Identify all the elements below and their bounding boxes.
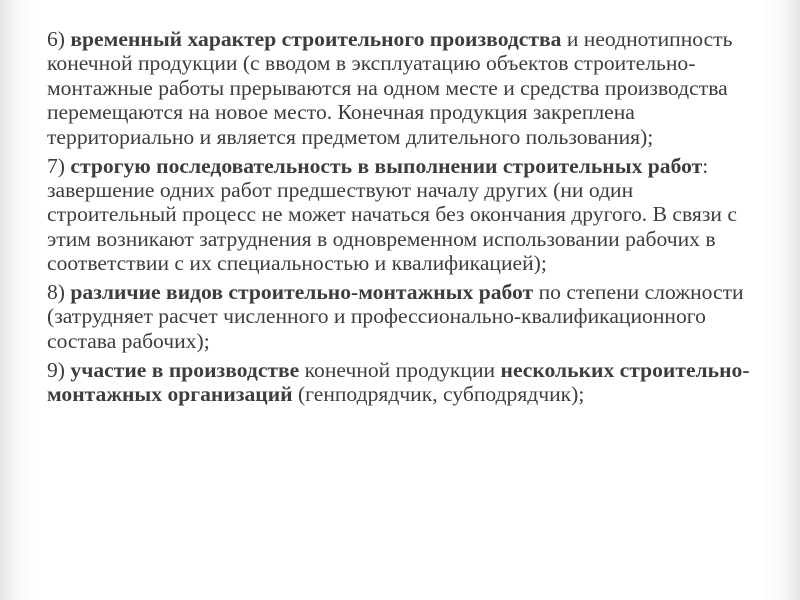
paragraph-text: : завершение одних работ предшествуют началу других (ни один строительный процесс не может начаться без окончания другого. В связи с этим возникают затруднения в одновременном использовании рабочих в соответствии с их специальностью и квалификацией);: [47, 153, 737, 276]
item-number: 9): [47, 357, 71, 382]
paragraph-text: и неоднотипность конечной продукции (с вводом в эксплуатацию объектов строительно-монтажные работы прерываются на одном месте и средства производства перемещаются на новое место. Конечная продукция закреплена территориально и является предметом длительного пользования);: [47, 27, 733, 149]
bold-phrase: различие видов строительно-монтажных работ: [70, 280, 534, 305]
item-number: 7): [47, 153, 71, 178]
slide-body: [47, 27, 762, 411]
paragraph-text: конечной продукции: [299, 357, 501, 382]
paragraph-text: (генподрядчик, субподрядчик);: [292, 382, 585, 407]
slide-left-shadow: [0, 0, 40, 600]
paragraph-item-9: [47, 358, 762, 407]
slide-right-shadow: [760, 0, 800, 600]
bold-phrase: строгую последовательность в выполнении строительных работ: [70, 153, 703, 178]
paragraph-item-6: [47, 27, 762, 149]
item-number: 8): [47, 280, 71, 305]
paragraph-item-8: [47, 280, 762, 353]
paragraph-text: по степени сложности (затрудняет расчет численного и профессионально-квалификационного состава рабочих);: [47, 280, 744, 353]
bold-phrase: участие в производстве: [70, 357, 300, 382]
item-number: 6): [47, 27, 71, 51]
bold-phrase: временный характер строительного производства: [70, 27, 562, 51]
paragraph-item-7: [47, 154, 762, 276]
bold-phrase: нескольких строительно-монтажных организаций: [47, 357, 750, 407]
